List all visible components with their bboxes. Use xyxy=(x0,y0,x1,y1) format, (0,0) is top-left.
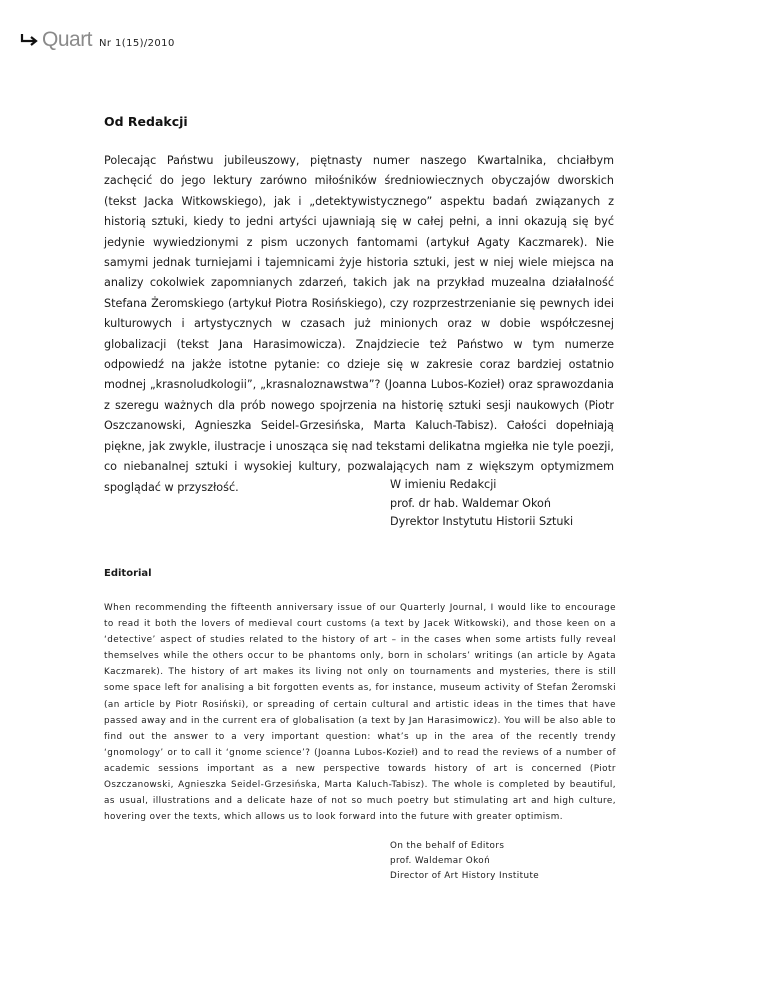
journal-header xyxy=(18,28,175,52)
polish-body: Polecając Państwu jubileuszowy, piętnasty numer naszego Kwartalnika, chciałbym zachęcić do jego lektury zarówno miłośników średniowiecznych obyczajów dworskich (tekst Jacka Witkowskiego), jak i „detektywistycznego” aspektu badań związanych z historią sztuki, kiedy to jedni artyści ujawniają się w całej pełni, a inni okazują się być jedynie wywiedzionymi z pism uczonych fantomami (artykuł Agaty Kaczmarek). Nie samymi jednak turniejami i tajemnicami żyje historia sztuki, jest w niej wiele miejsca na analizy cokolwiek zapomnianych zdarzeń, takich jak na przykład muzealna działalność Stefana Żeromskiego (artykuł Piotra Rosińskiego), czy rozprzestrzenianie się pewnych idei kulturowych i artystycznych w czasach już minionych oraz w dobie współczesnej globalizacji (tekst Jana Harasimowicza). Znajdziecie też Państwo w tym numerze odpowiedź na jakże istotne pytanie: co dzieje się w zakresie coraz bardziej ostatnio modnej „krasnoludkologii”, „krasnaloznawstwa”? (Joanna Lubos-Kozieł) oraz sprawozdania z szeregu ważnych dla prób nowego spojrzenia na historię sztuki sesji naukowych (Piotr Oszczanowski, Agnieszka Seidel-Grzesińska, Marta Kaluch-Tabisz). Całości dopełniają piękne, jak zwykle, ilustracje i unosząca się nad tekstami delikatna mgiełka nie tyle poezji, co niebanalnej sztuki i wysokiej kultury, pozwalających nam z większym optymizmem spoglądać w przyszłość. xyxy=(104,154,614,494)
english-signature-line: On the behalf of Editors xyxy=(390,841,505,851)
english-title: Editorial xyxy=(104,568,152,579)
english-signature-line: prof. Waldemar Okoń xyxy=(390,856,491,866)
arrow-icon xyxy=(18,32,40,48)
polish-signature-line: Dyrektor Instytutu Historii Sztuki xyxy=(390,515,574,529)
journal-logo: Quart xyxy=(42,28,93,51)
english-body: When recommending the fifteenth anniversary issue of our Quarterly Journal, I would like to encourage to read it both the lovers of medieval court customs (a text by Jacek Witkowski), and those keen on a ‘detective’ aspect of studies related to the history of art – in the cases when some artists fully reveal themselves while the others occur to be phantoms only, born in scholars’ writings (an article by Agata Kaczmarek). The history of art makes its living not only on tournaments and mysteries, there is still some space left for analising a bit forgotten events as, for instance, museum activity of Stefan Żeromski (an article by Piotr Rosiński), or spreading of certain cultural and artistic ideas in the times that have passed away and in the current era of globalisation (a text by Jan Harasimowicz). You will be also able to find out the answer to a very important question: what’s up in the area of the recently trendy ‘gnomology’ or to call it ‘gnome science’? (Joanna Lubos-Kozieł) and to read the reviews of a number of academic sessions important as a new perspective towards history of art is concerned (Piotr Oszczanowski, Agnieszka Seidel-Grzesińska, Marta Kaluch-Tabisz). The whole is completed by beautiful, as usual, illustrations and a delicate haze of not so much poetry but stimulating art and high culture, hovering over the texts, which allows us to look forward into the future with greater optimism. xyxy=(104,603,616,823)
english-signature xyxy=(390,839,539,884)
english-signature-line: Director of Art History Institute xyxy=(390,871,540,881)
polish-title: Od Redakcji xyxy=(104,114,188,129)
polish-signature xyxy=(390,476,573,532)
polish-signature-line: W imieniu Redakcji xyxy=(390,478,497,491)
issue-number: Nr 1(15)/2010 xyxy=(99,38,175,49)
polish-signature-line: prof. dr hab. Waldemar Okoń xyxy=(390,496,551,510)
